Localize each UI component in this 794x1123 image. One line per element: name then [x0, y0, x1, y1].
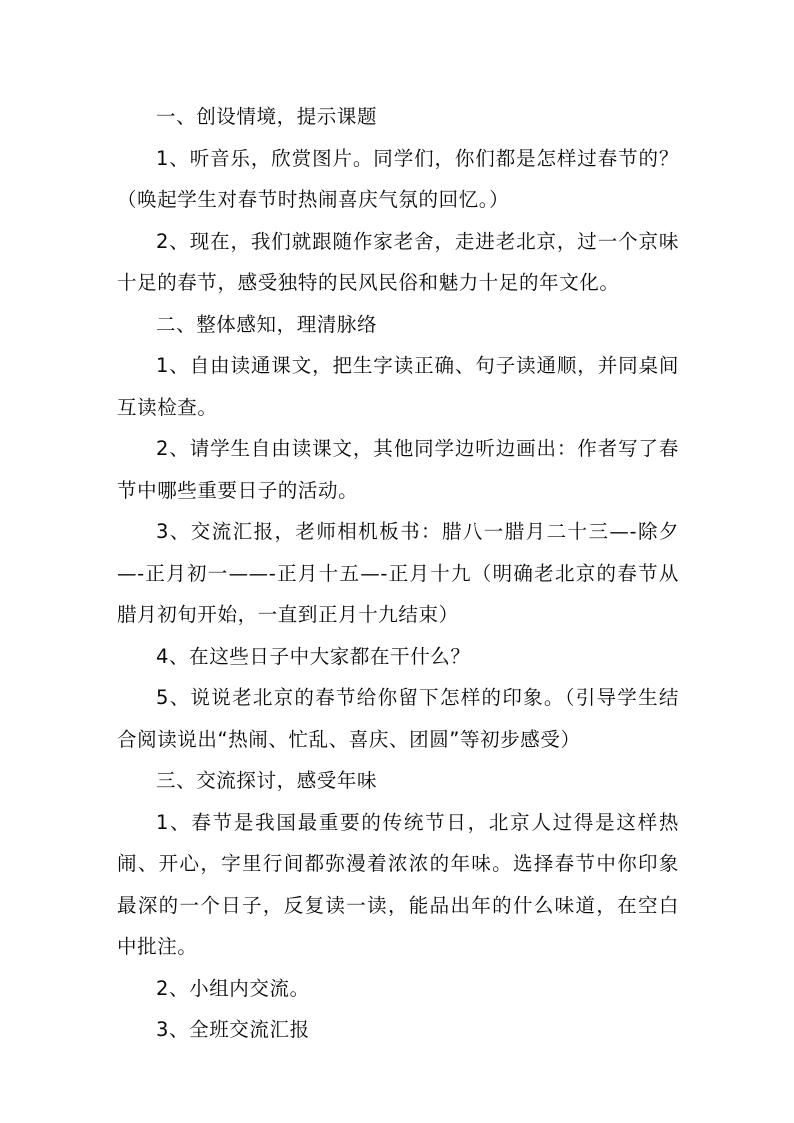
paragraph-1-2: 2、现在，我们就跟随作家老舍，走进老北京，过一个京味十足的春节，感受独特的民风民俗和魅力十足的年文化。 — [117, 229, 679, 294]
paragraph-3-2: 2、小组内交流。 — [156, 976, 310, 1000]
document-text-body — [117, 96, 679, 1051]
paragraph-3-1: 1、春节是我国最重要的传统节日，北京人过得是这样热闹、开心，字里行间都弥漫着浓浓的年味。选择春节中你印象最深的一个日子，反复读一读，能品出年的什么味道，在空白中批注。 — [117, 810, 679, 958]
paragraph-2-3: 3、交流汇报，老师相机板书：腊八一腊月二十三—-除夕—-正月初一——-正月十五—-正月十九（明确老北京的春节从腊月初旬开始，一直到正月十九结束） — [117, 520, 679, 626]
paragraph-1-1: 1、听音乐，欣赏图片。同学们，你们都是怎样过春节的？（唤起学生对春节时热闹喜庆气氛的回忆。） — [117, 146, 679, 211]
paragraph-2-5: 5、说说老北京的春节给你留下怎样的印象。（引导学生结合阅读说出“热闹、忙乱、喜庆、团圆”等初步感受） — [117, 686, 679, 751]
section-heading-one: 一、创设情境，提示课题 — [156, 105, 378, 128]
paragraph-2-1: 1、自由读通课文，把生字读正确、句子读通顺，并同桌间互读检查。 — [117, 354, 679, 419]
paragraph-2-2: 2、请学生自由读课文，其他同学边听边画出：作者写了春节中哪些重要日子的活动。 — [117, 437, 679, 502]
paragraph-3-3: 3、全班交流汇报 — [156, 1018, 310, 1041]
section-heading-three: 三、交流探讨，感受年味 — [156, 769, 378, 792]
paragraph-2-4: 4、在这些日子中大家都在干什么？ — [156, 644, 471, 668]
section-heading-two: 二、整体感知，理清脉络 — [156, 312, 378, 336]
